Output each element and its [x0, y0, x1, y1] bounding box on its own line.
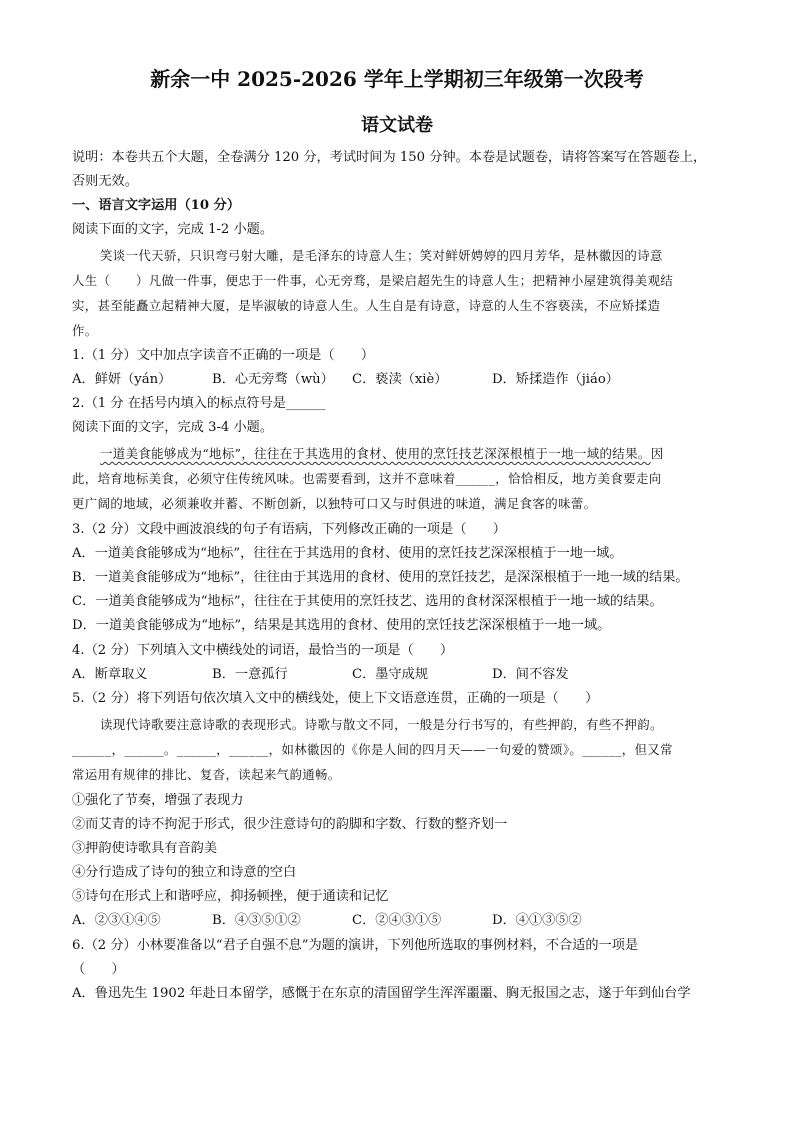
q5-passage-line-3: 常运用有规律的排比、复沓，读起来气韵通畅。: [72, 767, 341, 782]
section-heading: 一、语言文字运用（10 分）: [72, 198, 241, 213]
q6-stem: 6.（2 分）小林要准备以“君子自强不息”为题的演讲，下列他所选取的事例材料，不合适的一项是: [72, 938, 639, 953]
reading-prompt-2: 阅读下面的文字，完成 3-4 小题。: [72, 420, 274, 435]
q1-options: [72, 369, 722, 391]
q3-option-d[interactable]: D．一道美食能够成为“地标”，结果是其选用的食材、使用的烹饪技艺深深根植于一地一域。: [72, 618, 611, 633]
q4-option-d[interactable]: D．间不容发: [492, 667, 569, 682]
q5-passage-line-2: ______，______。______，______，如林徽因的《你是人间的四月天——一句爱的赞颂》。______，但又常: [72, 742, 673, 757]
passage2-line-1: [100, 443, 722, 465]
instructions-line-2: 否则无效。: [72, 174, 138, 189]
passage1-line-4: 作。: [72, 323, 98, 338]
q5-item-5: ⑤诗句在形式上和谐呼应，抑扬顿挫，便于通读和记忆: [72, 889, 389, 904]
wavy-underlined-sentence: 一道美食能够成为“地标”，往往在于其选用的食材、使用的烹饪技艺深深根植于一地一域的结果。: [100, 446, 651, 461]
q4-options: [72, 664, 722, 686]
reading-prompt-1: 阅读下面的文字，完成 1-2 小题。: [72, 222, 274, 237]
passage2-line-2: 此，培育地标美食，必须守住传统风味。也需要看到，这并不意味着______，恰恰相反，地方美食要走向: [72, 471, 662, 486]
q5-item-2: ②而艾青的诗不拘泥于形式，很少注意诗句的韵脚和字数、行数的整齐划一: [72, 817, 508, 832]
q4-stem: 4.（2 分）下列填入文中横线处的词语，最恰当的一项是（ ）: [72, 643, 454, 658]
q1-option-b[interactable]: B．心无旁骛（wù）: [212, 372, 334, 387]
q3-option-b[interactable]: B．一道美食能够成为“地标”，往往由于其选用的食材、使用的烹饪技艺，是深深根植于一地一域的结果。: [72, 570, 689, 585]
q1-option-d[interactable]: D．矫揉造作（jiáo）: [492, 372, 619, 387]
q3-stem: 3.（2 分）文段中画波浪线的句子有语病，下列修改正确的一项是（ ）: [72, 522, 506, 537]
q2-stem: 2.（1 分 在括号内填入的标点符号是______: [72, 396, 326, 411]
q5-option-b[interactable]: B．④③⑤①②: [212, 913, 301, 928]
passage1-line-3: 实，甚至能矗立起精神大厦，是毕淑敏的诗意人生。人生自是有诗意，诗意的人生不容亵渎，不应矫揉造: [72, 298, 661, 313]
q3-option-c[interactable]: C．一道美食能够成为“地标”，往往在于其使用的烹饪技艺、选用的食材深深根植于一地一域的结果。: [72, 594, 663, 609]
q5-options: [72, 910, 722, 932]
q5-option-c[interactable]: C．②④③①⑤: [352, 913, 442, 928]
exam-subtitle: 语文试卷: [361, 115, 433, 136]
q3-option-a[interactable]: A．一道美食能够成为“地标”，往往在于其选用的食材、使用的烹饪技艺深深根植于一地一域。: [72, 546, 623, 561]
passage1-line-2: 人生（ ）凡做一件事，便忠于一件事，心无旁骛，是梁启超先生的诗意人生；把精神小屋建筑得美观结: [72, 273, 674, 288]
q4-option-c[interactable]: C．墨守成规: [352, 667, 429, 682]
instructions-line-1: 说明：本卷共五个大题，全卷满分 120 分，考试时间为 150 分钟。本卷是试题卷，请将答案写在答题卷上，: [72, 150, 707, 165]
q1-stem: 1.（1 分）文中加点字读音不正确的一项是（ ）: [72, 348, 375, 363]
q5-option-d[interactable]: D．④①③⑤②: [492, 913, 582, 928]
q4-option-a[interactable]: A．断章取义: [72, 667, 148, 682]
q5-stem: 5.（2 分）将下列语句依次填入文中的横线处，使上下文语意连贯，正确的一项是（ ）: [72, 691, 599, 706]
q6-paren: （ ）: [72, 962, 125, 977]
q5-option-a[interactable]: A．②③①④⑤: [72, 913, 161, 928]
q5-passage-line-1: 读现代诗歌要注意诗歌的表现形式。诗歌与散文不同，一般是分行书写的，有些押韵，有些不押韵。: [100, 717, 663, 732]
exam-title: 新余一中 2025-2026 学年上学期初三年级第一次段考: [150, 67, 644, 91]
q4-option-b[interactable]: B．一意孤行: [212, 667, 288, 682]
q6-option-a[interactable]: A．鲁迅先生 1902 年赴日本留学，感慨于在东京的清国留学生浑浑噩噩、胸无报国之志，遂于年到仙台学: [72, 986, 691, 1001]
q5-item-1: ①强化了节奏，增强了表现力: [72, 793, 244, 808]
q1-option-c[interactable]: C．亵渎（xiè）: [352, 372, 448, 387]
q1-option-a[interactable]: A．鲜妍（yán）: [72, 372, 172, 387]
passage2-line-1-end: 因: [650, 446, 664, 461]
q5-item-3: ③押韵使诗歌具有音韵美: [72, 841, 218, 856]
passage1-line-1: 笑谈一代天骄，只识弯弓射大雕，是毛泽东的诗意人生；笑对鲜妍娉婷的四月芳华，是林徽因的诗意: [100, 248, 663, 263]
passage2-line-3: 更广阔的地域，必须兼收并蓄、不断创新，以独特可口又与时俱进的味道，满足食客的味蕾。: [72, 496, 597, 511]
q5-item-4: ④分行造成了诗句的独立和诗意的空白: [72, 865, 297, 880]
